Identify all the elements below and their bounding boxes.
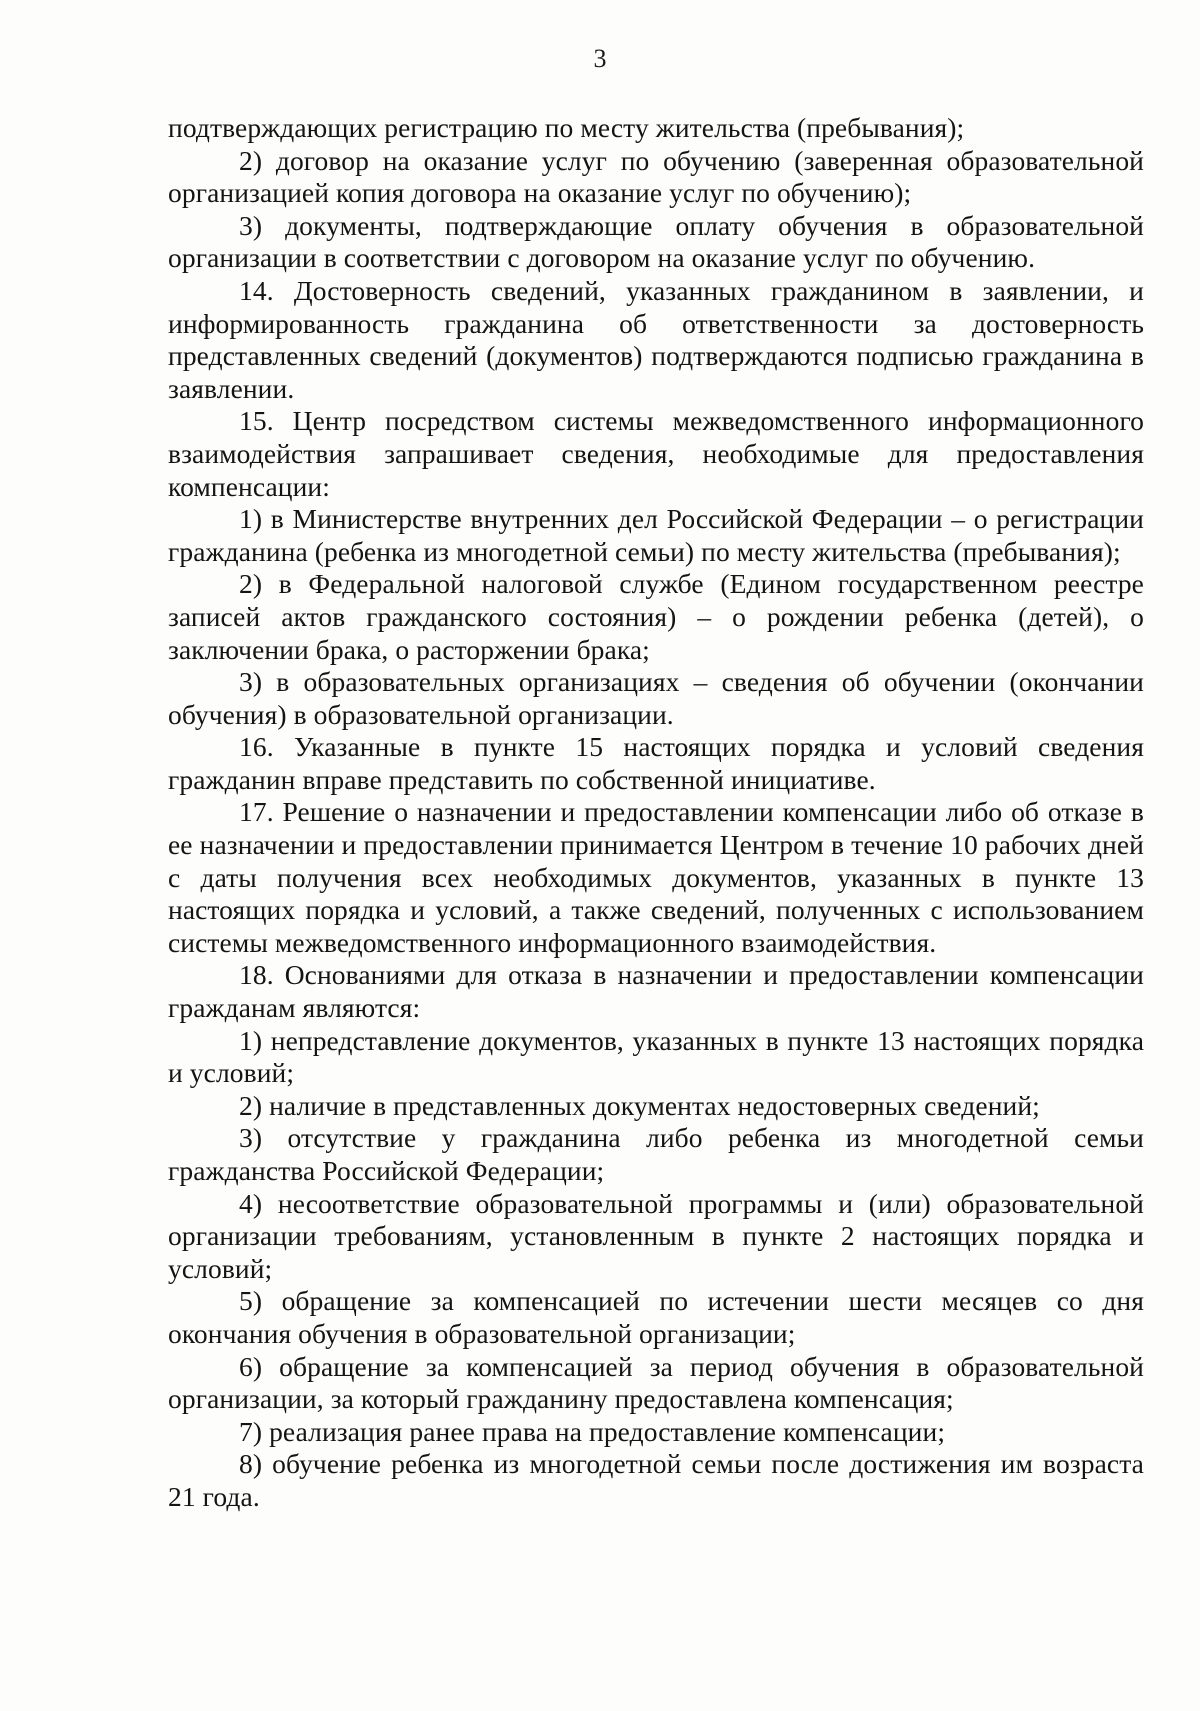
paragraph-5: 1) в Министерстве внутренних дел Российской Федерации – о регистрации гражданина (ребенка из многодетной семьи) по месту жительства (пребывания); <box>168 503 1144 567</box>
paragraph-4: 15. Центр посредством системы межведомственного информационного взаимодействия запрашивает сведения, необходимые для предоставления компенсации: <box>168 405 1144 502</box>
paragraph-15: 5) обращение за компенсацией по истечении шести месяцев со дня окончания обучения в образовательной организации; <box>168 1285 1144 1349</box>
paragraph-12: 2) наличие в представленных документах недостоверных сведений; <box>239 1089 1040 1121</box>
paragraph-0: подтверждающих регистрацию по месту жительства (пребывания); <box>168 112 965 143</box>
paragraph-6: 2) в Федеральной налоговой службе (Едином государственном реестре записей актов гражданского состояния) – о рождении ребенка (детей), о заключении брака, о расторжении брака; <box>168 568 1144 665</box>
paragraph-7: 3) в образовательных организациях – сведения об обучении (окончании обучения) в образовательной организации. <box>168 666 1144 730</box>
document-body <box>168 112 1144 1514</box>
paragraph-10: 18. Основаниями для отказа в назначении и предоставлении компенсации гражданам являются: <box>168 959 1144 1024</box>
paragraph-8: 16. Указанные в пункте 15 настоящих порядка и условий сведения гражданин вправе представить по собственной инициативе. <box>168 731 1144 795</box>
paragraph-9: 17. Решение о назначении и предоставлении компенсации либо об отказе в ее назначении и предоставлении принимается Центром в течение 10 рабочих дней с даты получения всех необходимых документов, указанных в пункте 13 настоящих порядка и условий, а также сведений, полученных с использованием системы межведомственного информационного взаимодействия. <box>168 796 1144 958</box>
paragraph-14: 4) несоответствие образовательной программы и (или) образовательной организации требованиям, установленным в пункте 2 настоящих порядка и условий; <box>168 1187 1144 1284</box>
paragraph-17: 7) реализация ранее права на предоставление компенсации; <box>239 1415 946 1447</box>
paragraph-3: 14. Достоверность сведений, указанных гражданином в заявлении, и информированность гражданина об ответственности за достоверность представленных сведений (документов) подтверждаются подписью гражданина в заявлении. <box>168 274 1144 404</box>
paragraph-1: 2) договор на оказание услуг по обучению (заверенная образовательной организацией копия договора на оказание услуг по обучению); <box>168 144 1144 209</box>
paragraph-2: 3) документы, подтверждающие оплату обучения в образовательной организации в соответствии с договором на оказание услуг по обучению. <box>168 209 1144 274</box>
paragraph-11: 1) непредставление документов, указанных в пункте 13 настоящих порядка и условий; <box>168 1024 1144 1089</box>
paragraph-18: 8) обучение ребенка из многодетной семьи после достижения им возраста 21 года. <box>168 1448 1144 1512</box>
page-number: 3 <box>593 44 607 73</box>
paragraph-13: 3) отсутствие у гражданина либо ребенка из многодетной семьи гражданства Российской Федерации; <box>168 1122 1144 1186</box>
paragraph-16: 6) обращение за компенсацией за период обучения в образовательной организации, за который гражданину предоставлена компенсация; <box>168 1350 1144 1415</box>
